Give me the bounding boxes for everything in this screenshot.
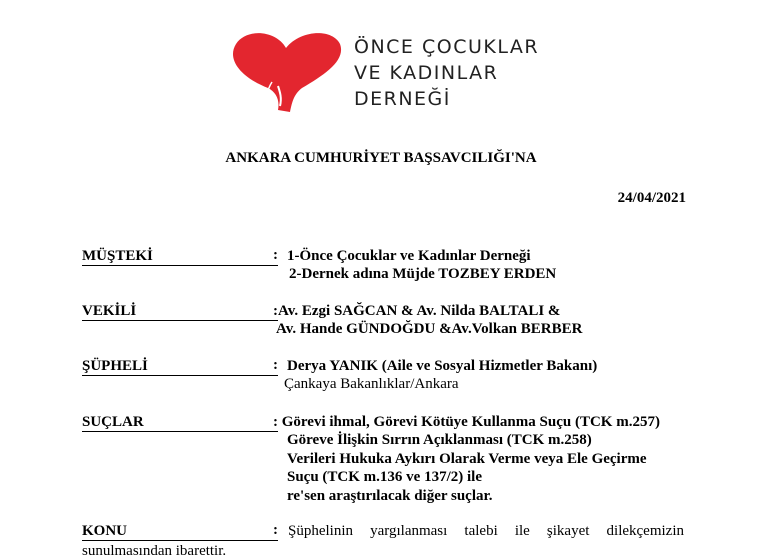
logo-text-line2: VE KADINLAR xyxy=(354,62,499,84)
label-supheli: ŞÜPHELİ xyxy=(82,357,278,376)
musteki-line2: 2-Dernek adına Müjde TOZBEY ERDEN xyxy=(289,266,557,282)
vekili-line2: Av. Hande GÜNDOĞDU &Av.Volkan BERBER xyxy=(276,321,583,337)
konu-text-continued: sunulmasından ibarettir. xyxy=(82,543,227,559)
colon-supheli: : xyxy=(273,357,278,373)
document-date: 24/04/2021 xyxy=(617,190,686,206)
konu-text: Şüphelinin yargılanması talebi ile şikayet dilekçemizin xyxy=(288,523,684,539)
logo-text-line1: ÖNCE ÇOCUKLAR xyxy=(354,36,540,58)
heart-icon xyxy=(228,26,348,116)
suclar-line3: Verileri Hukuka Aykırı Olarak Verme veya Ele Geçirme xyxy=(287,451,647,467)
colon-musteki: : xyxy=(273,247,278,263)
label-vekili: VEKİLİ xyxy=(82,302,278,321)
suclar-line5: re'sen araştırılacak diğer suçlar. xyxy=(287,488,493,504)
document-title: ANKARA CUMHURİYET BAŞSAVCILIĞI'NA xyxy=(225,150,537,166)
label-musteki: MÜŞTEKİ xyxy=(82,247,278,266)
suclar-line1: : Görevi ihmal, Görevi Kötüye Kullanma Suçu (TCK m.257) xyxy=(273,414,660,430)
suclar-line4: Suçu (TCK m.136 ve 137/2) ile xyxy=(287,469,482,485)
logo xyxy=(228,26,558,116)
suclar-line2: Göreve İlişkin Sırrın Açıklanması (TCK m.258) xyxy=(287,432,592,448)
label-suclar: SUÇLAR xyxy=(82,413,278,432)
colon-konu: : xyxy=(273,522,278,538)
vekili-line1: :Av. Ezgi SAĞCAN & Av. Nilda BALTALI & xyxy=(273,303,561,319)
supheli-line1: Derya YANIK (Aile ve Sosyal Hizmetler Bakanı) xyxy=(287,358,598,374)
supheli-line2: Çankaya Bakanlıklar/Ankara xyxy=(284,376,459,392)
label-konu: KONU xyxy=(82,522,278,541)
logo-text-line3: DERNEĞİ xyxy=(354,88,451,110)
musteki-line1: 1-Önce Çocuklar ve Kadınlar Derneği xyxy=(287,248,531,264)
